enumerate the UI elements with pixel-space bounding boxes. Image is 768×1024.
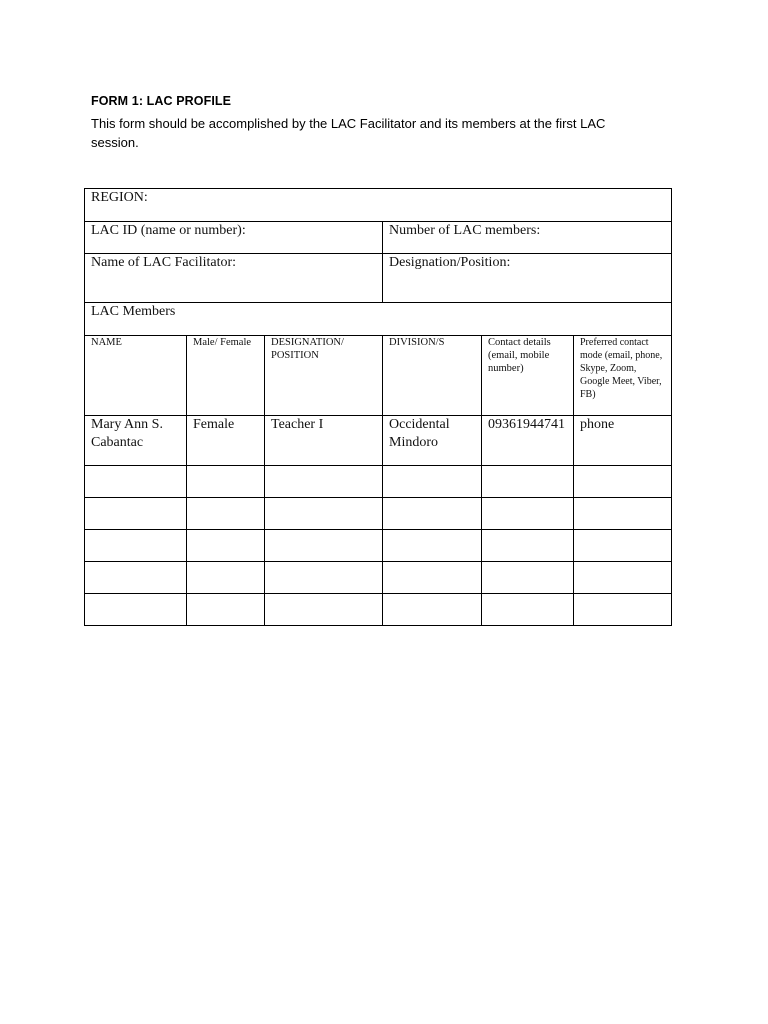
member-preferred-mode-cell[interactable] [574,594,672,626]
member-designation-cell[interactable] [265,498,383,530]
member-designation-cell[interactable] [265,530,383,562]
lac-id-cell[interactable] [85,222,383,254]
region-row [85,189,672,222]
member-division-cell[interactable] [383,562,482,594]
designation-label: Designation/Position: [389,255,511,270]
column-header-name: NAME [85,336,187,416]
lac-id-row [85,222,672,254]
member-preferred-mode-cell[interactable] [574,498,672,530]
lac-profile-table [84,188,672,626]
num-members-cell[interactable] [383,222,672,254]
member-row [85,530,672,562]
members-heading-cell [85,303,672,336]
members-row [85,303,672,336]
member-sex-cell[interactable] [187,530,265,562]
column-header-preferred-mode: Preferred contact mode (email, phone, Skype, Zoom, Google Meet, Viber, FB) [574,336,672,416]
member-division-cell[interactable] [383,466,482,498]
member-division-cell[interactable] [383,530,482,562]
member-row [85,416,672,466]
member-contact-cell[interactable] [482,562,574,594]
member-contact-cell[interactable]: 09361944741 [482,416,574,466]
member-row [85,562,672,594]
member-name-cell[interactable] [85,466,187,498]
form-title: FORM 1: LAC PROFILE [91,94,232,108]
member-name-cell[interactable] [85,562,187,594]
member-designation-cell[interactable] [265,594,383,626]
member-preferred-mode-cell[interactable] [574,530,672,562]
num-members-label: Number of LAC members: [389,223,541,238]
member-division-cell[interactable] [383,594,482,626]
form-instruction: This form should be accomplished by the LAC Facilitator and its members at the first LAC session. [91,116,606,150]
members-label: LAC Members [91,304,176,319]
member-preferred-mode-cell[interactable] [574,466,672,498]
member-sex-cell[interactable]: Female [187,416,265,466]
designation-cell[interactable] [383,254,672,303]
member-preferred-mode-cell[interactable] [574,562,672,594]
member-designation-cell[interactable] [265,562,383,594]
member-sex-cell[interactable] [187,594,265,626]
member-contact-cell[interactable] [482,466,574,498]
column-header-designation: DESIGNATION/ POSITION [265,336,383,416]
column-header-contact: Contact details (email, mobile number) [482,336,574,416]
member-name-cell[interactable] [85,594,187,626]
member-name-cell[interactable] [85,530,187,562]
facilitator-cell[interactable] [85,254,383,303]
members-header-row [85,336,672,416]
member-division-cell[interactable] [383,498,482,530]
member-name-cell[interactable] [85,498,187,530]
member-row [85,466,672,498]
member-contact-cell[interactable] [482,498,574,530]
member-row [85,498,672,530]
member-designation-cell[interactable]: Teacher I [265,416,383,466]
member-division-cell[interactable]: Occidental Mindoro [383,416,482,466]
member-preferred-mode-cell[interactable]: phone [574,416,672,466]
member-row [85,594,672,626]
member-contact-cell[interactable] [482,530,574,562]
facilitator-row [85,254,672,303]
lac-id-label: LAC ID (name or number): [91,223,246,238]
facilitator-label: Name of LAC Facilitator: [91,255,237,270]
column-header-division: DIVISION/S [383,336,482,416]
member-contact-cell[interactable] [482,594,574,626]
region-cell[interactable] [85,189,672,222]
member-sex-cell[interactable] [187,466,265,498]
column-header-sex: Male/ Female [187,336,265,416]
region-label: REGION: [91,190,148,205]
member-sex-cell[interactable] [187,498,265,530]
member-sex-cell[interactable] [187,562,265,594]
member-name-cell[interactable]: Mary Ann S. Cabantac [85,416,187,466]
member-designation-cell[interactable] [265,466,383,498]
